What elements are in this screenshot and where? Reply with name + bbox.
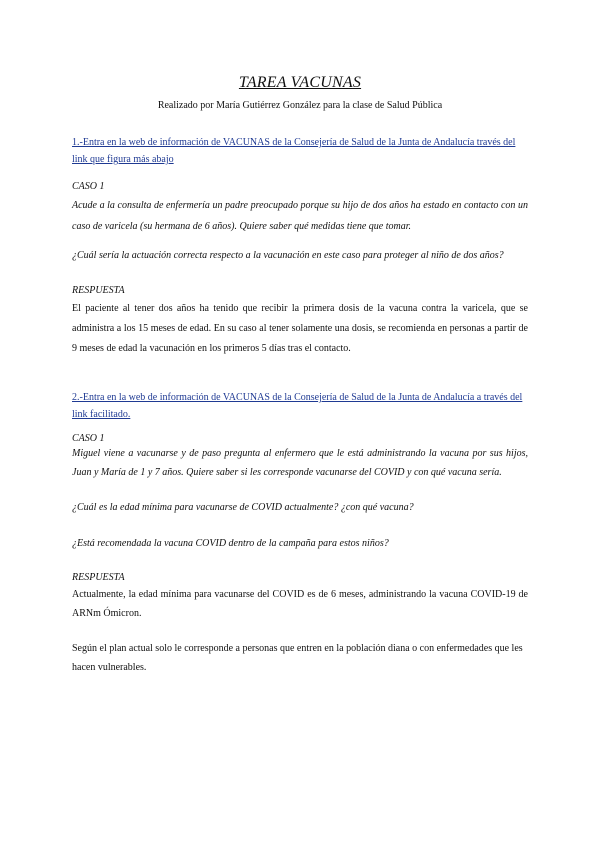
section1-heading-link[interactable]: 1.-Entra en la web de información de VACUNAS de la Consejería de Salud de la Junta de Andalucía través del link que figura más abajo [72, 137, 516, 165]
section2-answer-text-1: Actualmente, la edad mínima para vacunarse del COVID es de 6 meses, administrando la vacuna COVID-19 de ARNm Ómicron. [72, 589, 528, 619]
section2-case-text: Miguel viene a vacunarse y de paso pregunta al enfermero que le está administrando la vacuna por sus hijos, Juan y María de 1 y 7 años. Quiere saber si les corresponde vacunarse del COVID y con qué vacuna sería. [72, 448, 528, 478]
section2-case-label: CASO 1 [72, 433, 105, 444]
section2-question-2: ¿Está recomendada la vacuna COVID dentro de la campaña para estos niños? [72, 538, 389, 549]
document-title: TAREA VACUNAS [238, 74, 362, 91]
section1-answer-text: El paciente al tener dos años ha tenido que recibir la primera dosis de la vacuna contra la varicela, que se administra a los 15 meses de edad. En su caso al tener solamente una dosis, se recomienda en personas a partir de 9 meses de edad la vacunación en los primeros 5 días tras el contacto. [72, 303, 528, 354]
document-subtitle: Realizado por María Gutiérrez González para la clase de Salud Pública [157, 100, 443, 111]
section1-answer-label: RESPUESTA [72, 285, 125, 296]
section2-answer-label: RESPUESTA [72, 572, 125, 583]
section2-question-1: ¿Cuál es la edad mínima para vacunarse de COVID actualmente? ¿con qué vacuna? [72, 502, 414, 513]
section2-heading-link[interactable]: 2.-Entra en la web de información de VACUNAS de la Consejería de Salud de la Junta de Andalucía a través del link facilitado. [72, 392, 523, 420]
section1-case-label: CASO 1 [72, 181, 105, 192]
section1-question: ¿Cuál sería la actuación correcta respecto a la vacunación en este caso para proteger al niño de dos años? [72, 250, 504, 261]
section1-case-text: Acude a la consulta de enfermería un padre preocupado porque su hijo de dos años ha estado en contacto con un caso de varicela (su hermana de 6 años). Quiere saber qué medidas tiene que tomar. [72, 200, 528, 232]
section2-answer-text-2: Según el plan actual solo le corresponde a personas que entren en la población diana o con enfermedades que les hacen vulnerables. [72, 643, 523, 673]
